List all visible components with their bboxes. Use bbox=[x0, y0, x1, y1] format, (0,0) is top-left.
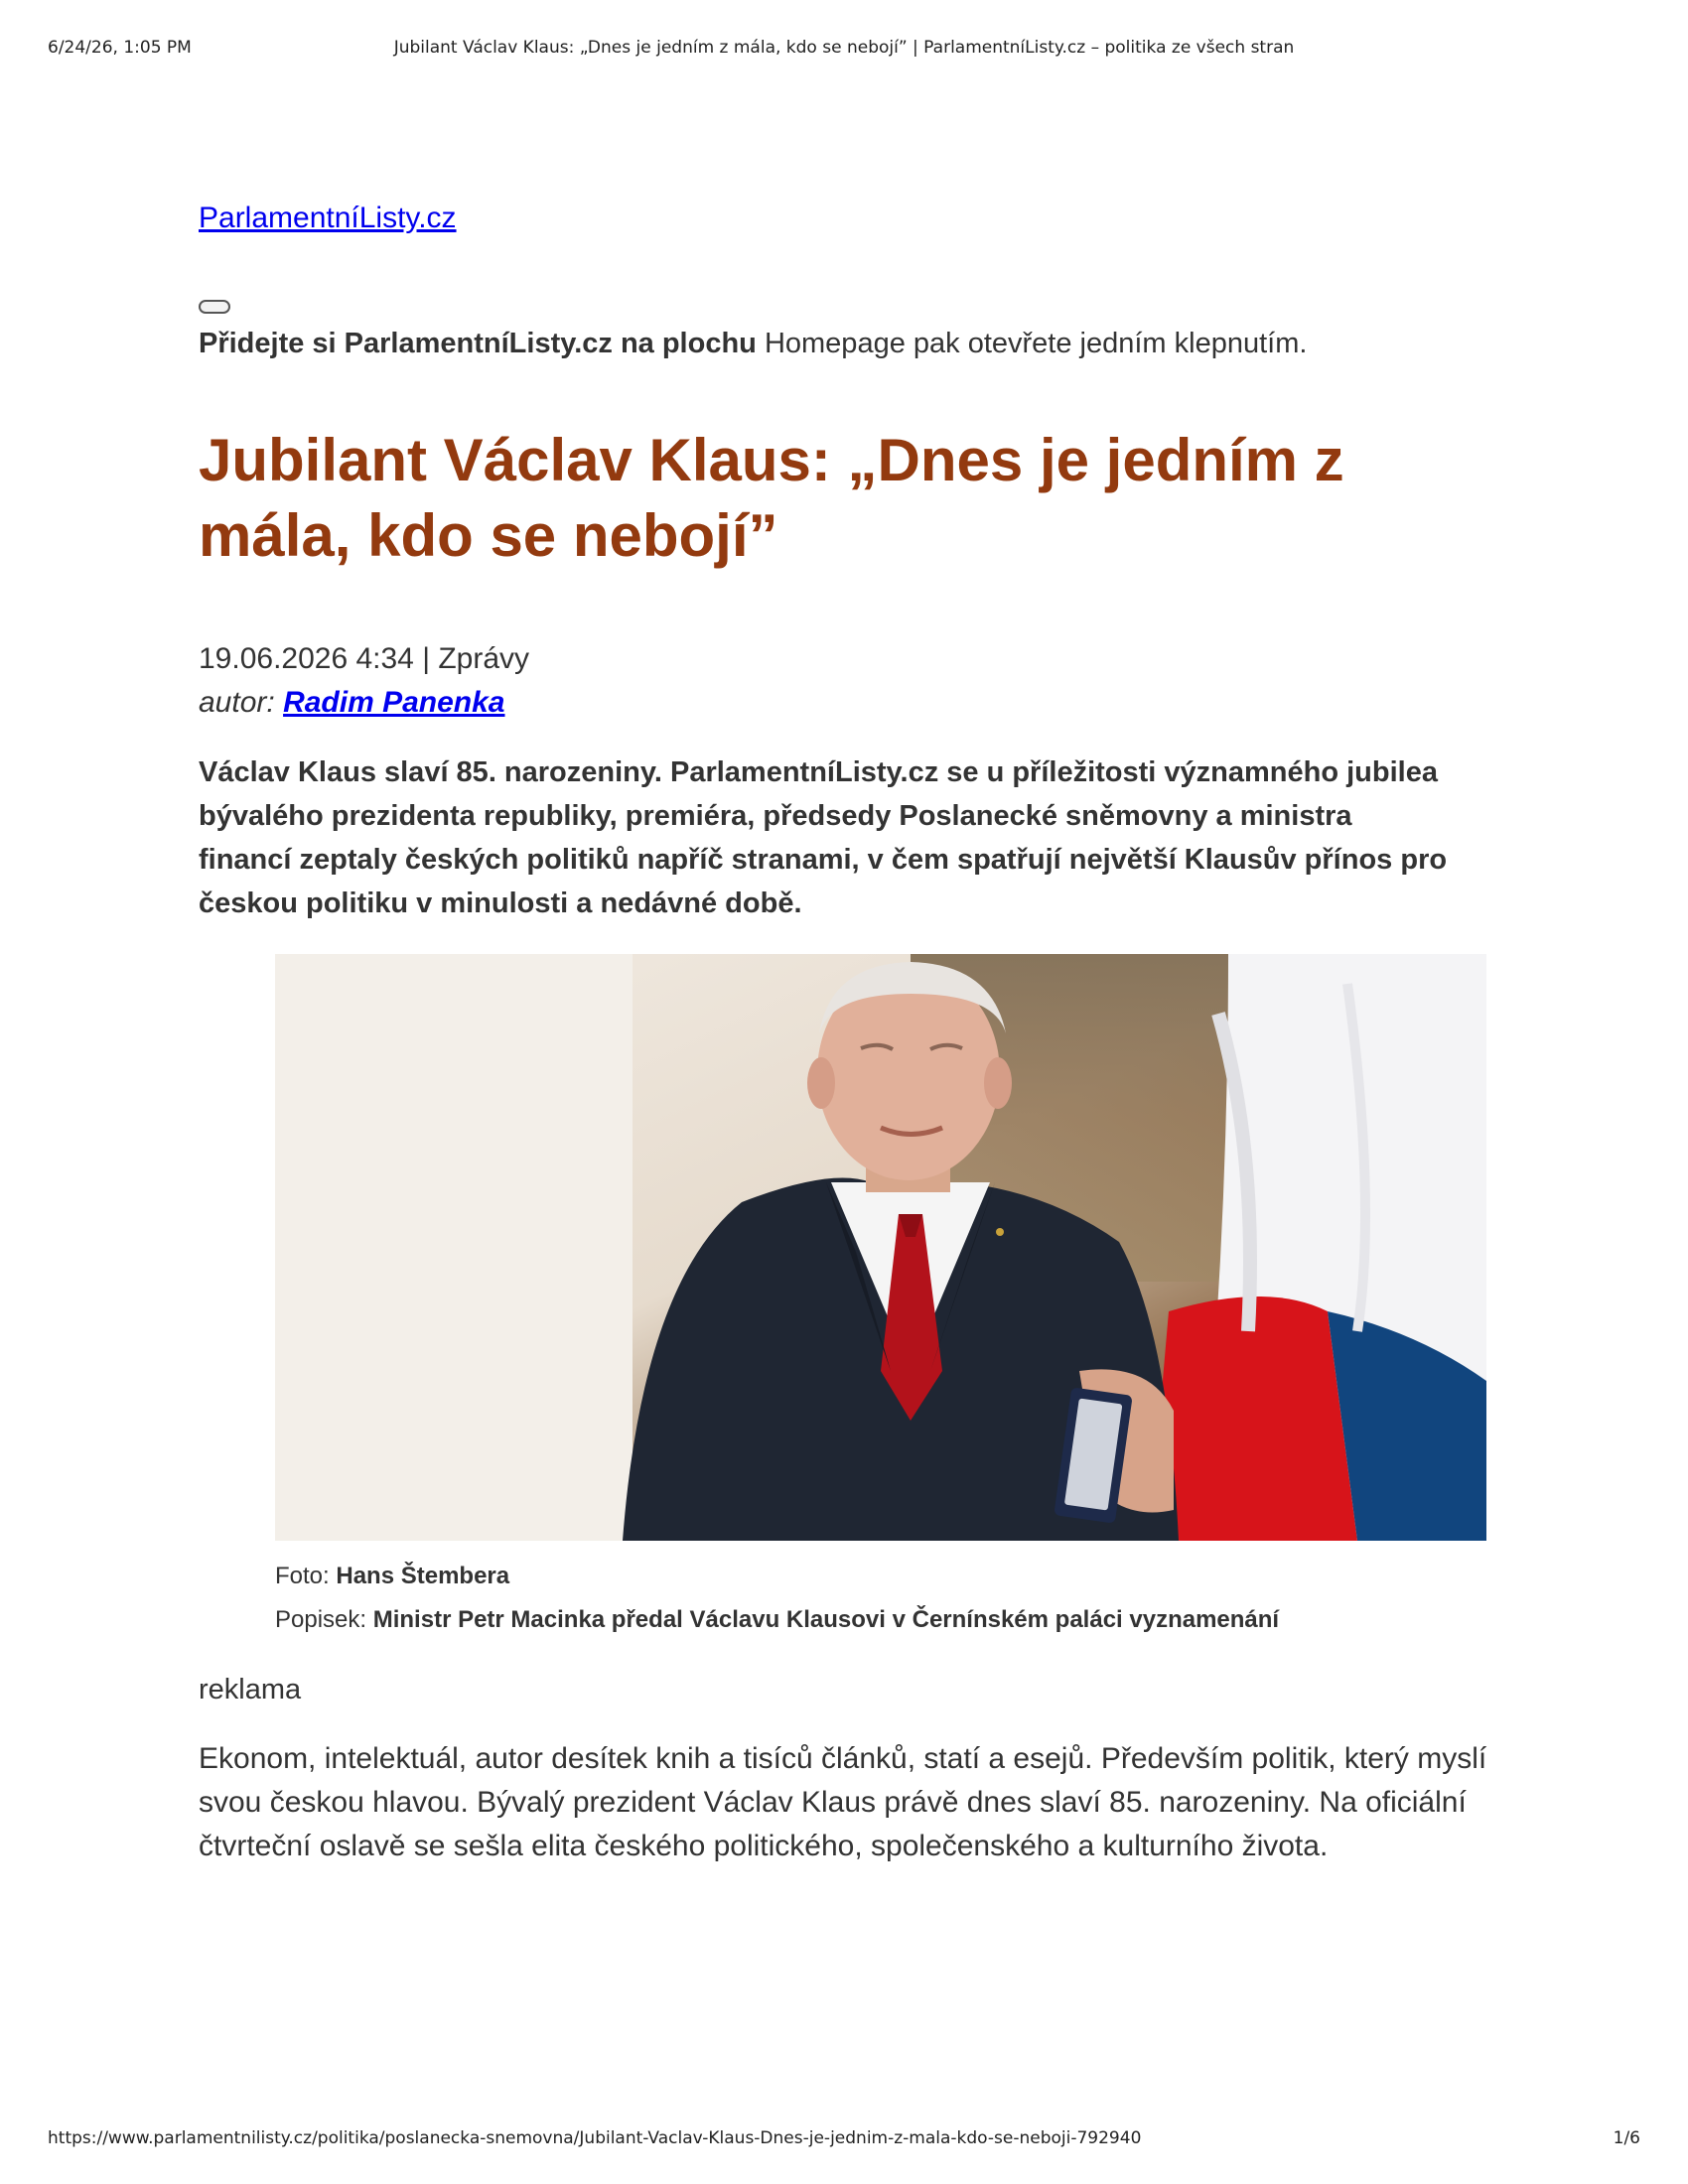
site-logo-link[interactable]: ParlamentníListy.cz bbox=[199, 202, 457, 234]
article-body-paragraph: Ekonom, intelektuál, autor desítek knih a tisíců článků, statí a esejů. Především politik, který myslí svou českou hlavou. Bývalý prezident Václav Klaus právě dnes slaví 85. narozeniny. Na oficiální čtvrteční oslavě se sešla elita českého politického, společenského a kulturního života. bbox=[199, 1742, 1487, 1862]
article-page bbox=[199, 195, 1489, 1898]
photo-caption bbox=[275, 1598, 1489, 1642]
article-photo bbox=[275, 954, 1486, 1541]
print-page-number: 1/6 bbox=[1613, 2128, 1640, 2148]
print-datetime: 6/24/26, 1:05 PM bbox=[48, 38, 192, 58]
author-link[interactable]: Radim Panenka bbox=[283, 686, 505, 719]
meta-separator: | bbox=[422, 642, 431, 675]
article-meta bbox=[199, 637, 1489, 681]
promo-bold: Přidejte si ParlamentníListy.cz na plochu bbox=[199, 328, 757, 359]
print-url: https://www.parlamentnilisty.cz/politika/poslanecka-snemovna/Jubilant-Vaclav-Klaus-Dnes-je-jednim-z-mala-kdo-se-neboji-792940 bbox=[48, 2128, 1142, 2148]
advertisement-label: reklama bbox=[199, 1674, 302, 1706]
photo-credit-label: Foto: bbox=[275, 1563, 330, 1589]
photo-credit-name: Hans Štembera bbox=[336, 1563, 510, 1589]
promo-text: Homepage pak otevřete jedním klepnutím. bbox=[764, 328, 1308, 359]
print-page-title: Jubilant Václav Klaus: „Dnes je jedním z mála, kdo se nebojí” | ParlamentníListy.cz – politika ze všech stran bbox=[393, 38, 1295, 58]
article-date: 19.06.2026 4:34 bbox=[199, 642, 414, 675]
article-title: Jubilant Václav Klaus: „Dnes je jedním z mála, kdo se nebojí” bbox=[199, 427, 1344, 569]
photo-credit bbox=[275, 1555, 1489, 1598]
photo-illustration bbox=[275, 954, 1486, 1541]
author-label: autor: bbox=[199, 686, 275, 719]
add-to-homescreen-toggle[interactable] bbox=[199, 300, 230, 314]
article-perex: Václav Klaus slaví 85. narozeniny. ParlamentníListy.cz se u příležitosti významného jubilea bývalého prezidenta republiky, premiéra, předsedy Poslanecké sněmovny a ministra financí zeptaly českých politiků napříč stranami, v čem spatřují největší Klausův přínos pro českou politiku v minulosti a nedávné době. bbox=[199, 756, 1448, 919]
photo-caption-text: Ministr Petr Macinka předal Václavu Klausovi v Černínském paláci vyznamenání bbox=[372, 1606, 1280, 1633]
photo-caption-label: Popisek: bbox=[275, 1606, 367, 1633]
article-section: Zprávy bbox=[438, 642, 530, 675]
print-header bbox=[48, 38, 1640, 62]
author-line bbox=[199, 681, 1489, 725]
print-footer bbox=[48, 2128, 1640, 2152]
add-to-homescreen-promo bbox=[199, 324, 1489, 363]
